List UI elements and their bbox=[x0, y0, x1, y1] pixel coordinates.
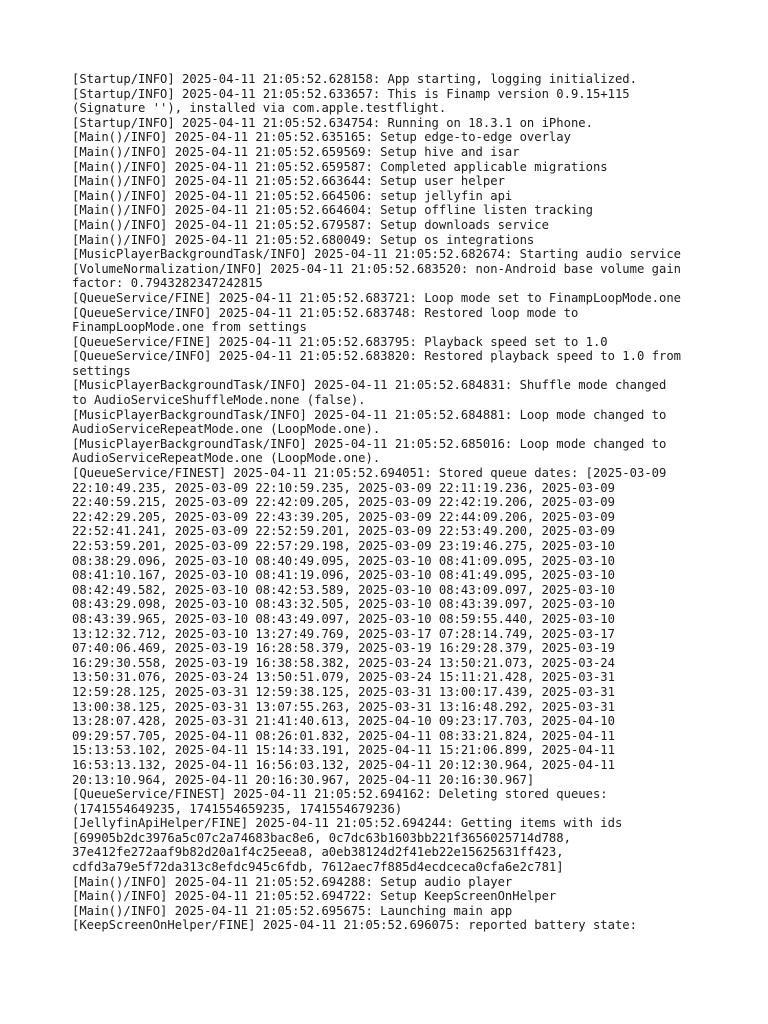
log-line: 12:59:28.125, 2025-03-31 12:59:38.125, 2025-03-31 13:00:17.439, 2025-03-31 bbox=[72, 684, 615, 699]
log-line: 09:29:57.705, 2025-04-11 08:26:01.832, 2025-04-11 08:33:21.824, 2025-04-11 bbox=[72, 728, 615, 743]
log-line: [Main()/INFO] 2025-04-11 21:05:52.659587: Completed applicable migrations bbox=[72, 159, 608, 174]
log-line: [Startup/INFO] 2025-04-11 21:05:52.634754: Running on 18.3.1 on iPhone. bbox=[72, 115, 593, 130]
log-line: [QueueService/FINE] 2025-04-11 21:05:52.683795: Playback speed set to 1.0 bbox=[72, 334, 608, 349]
log-line: 13:50:31.076, 2025-03-24 13:50:51.079, 2025-03-24 15:11:21.428, 2025-03-31 bbox=[72, 670, 615, 685]
log-line: [Main()/INFO] 2025-04-11 21:05:52.694722: Setup KeepScreenOnHelper bbox=[72, 889, 557, 904]
log-line: [QueueService/INFO] 2025-04-11 21:05:52.683820: Restored playback speed to 1.0 from bbox=[72, 349, 682, 364]
log-line: 07:40:06.469, 2025-03-19 16:28:58.379, 2025-03-19 16:29:28.379, 2025-03-19 bbox=[72, 641, 615, 656]
log-line: [QueueService/FINEST] 2025-04-11 21:05:52.694162: Deleting stored queues: bbox=[72, 787, 608, 802]
log-line: 16:53:13.132, 2025-04-11 16:56:03.132, 2025-04-11 20:12:30.964, 2025-04-11 bbox=[72, 757, 615, 772]
log-line: 22:42:29.205, 2025-03-09 22:43:39.205, 2025-03-09 22:44:09.206, 2025-03-09 bbox=[72, 509, 615, 524]
log-line: [QueueService/FINE] 2025-04-11 21:05:52.683721: Loop mode set to FinampLoopMode.one bbox=[72, 290, 682, 305]
log-line: [QueueService/FINEST] 2025-04-11 21:05:52.694051: Stored queue dates: [2025-03-09 bbox=[72, 466, 667, 481]
log-line: 13:28:07.428, 2025-03-31 21:41:40.613, 2025-04-10 09:23:17.703, 2025-04-10 bbox=[72, 714, 615, 729]
log-line: [69905b2dc3976a5c07c2a74683bac8e6, 0c7dc63b1603bb221f3656025714d788, bbox=[72, 830, 571, 845]
log-line: 13:00:38.125, 2025-03-31 13:07:55.263, 2025-03-31 13:16:48.292, 2025-03-31 bbox=[72, 699, 615, 714]
log-line: 08:41:10.167, 2025-03-10 08:41:19.096, 2025-03-10 08:41:49.095, 2025-03-10 bbox=[72, 568, 615, 583]
log-line: 16:29:30.558, 2025-03-19 16:38:58.382, 2025-03-24 13:50:21.073, 2025-03-24 bbox=[72, 655, 615, 670]
log-line: 08:43:29.098, 2025-03-10 08:43:32.505, 2025-03-10 08:43:39.097, 2025-03-10 bbox=[72, 597, 615, 612]
log-line: [MusicPlayerBackgroundTask/INFO] 2025-04-11 21:05:52.684881: Loop mode changed to bbox=[72, 407, 667, 422]
log-text-block bbox=[72, 72, 702, 933]
log-line: [Main()/INFO] 2025-04-11 21:05:52.664604: Setup offline listen tracking bbox=[72, 203, 593, 218]
log-line: [Startup/INFO] 2025-04-11 21:05:52.628158: App starting, logging initialized. bbox=[72, 72, 637, 86]
log-line: 22:52:41.241, 2025-03-09 22:52:59.201, 2025-03-09 22:53:49.200, 2025-03-09 bbox=[72, 524, 615, 539]
log-line: 22:40:59.215, 2025-03-09 22:42:09.205, 2025-03-09 22:42:19.206, 2025-03-09 bbox=[72, 495, 615, 510]
log-line: 08:43:39.965, 2025-03-10 08:43:49.097, 2025-03-10 08:59:55.440, 2025-03-10 bbox=[72, 611, 615, 626]
log-line: 37e412fe272aaf9b82d20a1f4c25eea8, a0eb38124d2f41eb22e15625631ff423, bbox=[72, 845, 564, 860]
log-line: FinampLoopMode.one from settings bbox=[72, 320, 307, 335]
log-line: [Main()/INFO] 2025-04-11 21:05:52.663644: Setup user helper bbox=[72, 174, 505, 189]
log-line: 08:38:29.096, 2025-03-10 08:40:49.095, 2025-03-10 08:41:09.095, 2025-03-10 bbox=[72, 553, 615, 568]
log-line: [MusicPlayerBackgroundTask/INFO] 2025-04-11 21:05:52.684831: Shuffle mode changed bbox=[72, 378, 667, 393]
log-line: AudioServiceRepeatMode.one (LoopMode.one). bbox=[72, 422, 381, 437]
log-line: [VolumeNormalization/INFO] 2025-04-11 21:05:52.683520: non-Android base volume gain bbox=[72, 261, 682, 276]
log-line: [QueueService/INFO] 2025-04-11 21:05:52.683748: Restored loop mode to bbox=[72, 305, 579, 320]
log-line: to AudioServiceShuffleMode.none (false). bbox=[72, 393, 366, 408]
log-line: 08:42:49.582, 2025-03-10 08:42:53.589, 2025-03-10 08:43:09.097, 2025-03-10 bbox=[72, 582, 615, 597]
log-line: [JellyfinApiHelper/FINE] 2025-04-11 21:05:52.694244: Getting items with ids bbox=[72, 816, 623, 831]
log-line: settings bbox=[72, 363, 131, 378]
log-line: (Signature ''), installed via com.apple.testflight. bbox=[72, 101, 447, 116]
log-line: 22:53:59.201, 2025-03-09 22:57:29.198, 2025-03-09 23:19:46.275, 2025-03-10 bbox=[72, 539, 615, 553]
log-line: [Main()/INFO] 2025-04-11 21:05:52.664506: setup jellyfin api bbox=[72, 188, 513, 203]
log-line: cdfd3a79e5f72da313c8efdc945c6fdb, 7612aec7f885d4ecdceca0cfa6e2c781] bbox=[72, 860, 564, 875]
log-line: 13:12:32.712, 2025-03-10 13:27:49.769, 2025-03-17 07:28:14.749, 2025-03-17 bbox=[72, 626, 615, 641]
log-line: [MusicPlayerBackgroundTask/INFO] 2025-04-11 21:05:52.682674: Starting audio service bbox=[72, 247, 682, 262]
log-line: [Main()/INFO] 2025-04-11 21:05:52.695675: Launching main app bbox=[72, 903, 513, 918]
log-line: AudioServiceRepeatMode.one (LoopMode.one). bbox=[72, 451, 381, 466]
log-line: [MusicPlayerBackgroundTask/INFO] 2025-04-11 21:05:52.685016: Loop mode changed to bbox=[72, 436, 667, 451]
log-line: 15:13:53.102, 2025-04-11 15:14:33.191, 2025-04-11 15:21:06.899, 2025-04-11 bbox=[72, 743, 615, 758]
log-line: [KeepScreenOnHelper/FINE] 2025-04-11 21:05:52.696075: reported battery state: bbox=[72, 918, 637, 933]
log-line: [Startup/INFO] 2025-04-11 21:05:52.633657: This is Finamp version 0.9.15+115 bbox=[72, 86, 630, 101]
log-line: [Main()/INFO] 2025-04-11 21:05:52.694288: Setup audio player bbox=[72, 874, 513, 889]
log-line: (1741554649235, 1741554659235, 1741554679236) bbox=[72, 801, 403, 816]
log-line: [Main()/INFO] 2025-04-11 21:05:52.679587: Setup downloads service bbox=[72, 217, 549, 232]
log-line: [Main()/INFO] 2025-04-11 21:05:52.659569: Setup hive and isar bbox=[72, 144, 520, 159]
log-line: 22:10:49.235, 2025-03-09 22:10:59.235, 2025-03-09 22:11:19.236, 2025-03-09 bbox=[72, 480, 615, 495]
log-line: factor: 0.7943282347242815 bbox=[72, 276, 263, 291]
log-line: [Main()/INFO] 2025-04-11 21:05:52.680049: Setup os integrations bbox=[72, 232, 535, 247]
log-line: [Main()/INFO] 2025-04-11 21:05:52.635165: Setup edge-to-edge overlay bbox=[72, 130, 571, 145]
log-line: 20:13:10.964, 2025-04-11 20:16:30.967, 2025-04-11 20:16:30.967] bbox=[72, 772, 535, 787]
